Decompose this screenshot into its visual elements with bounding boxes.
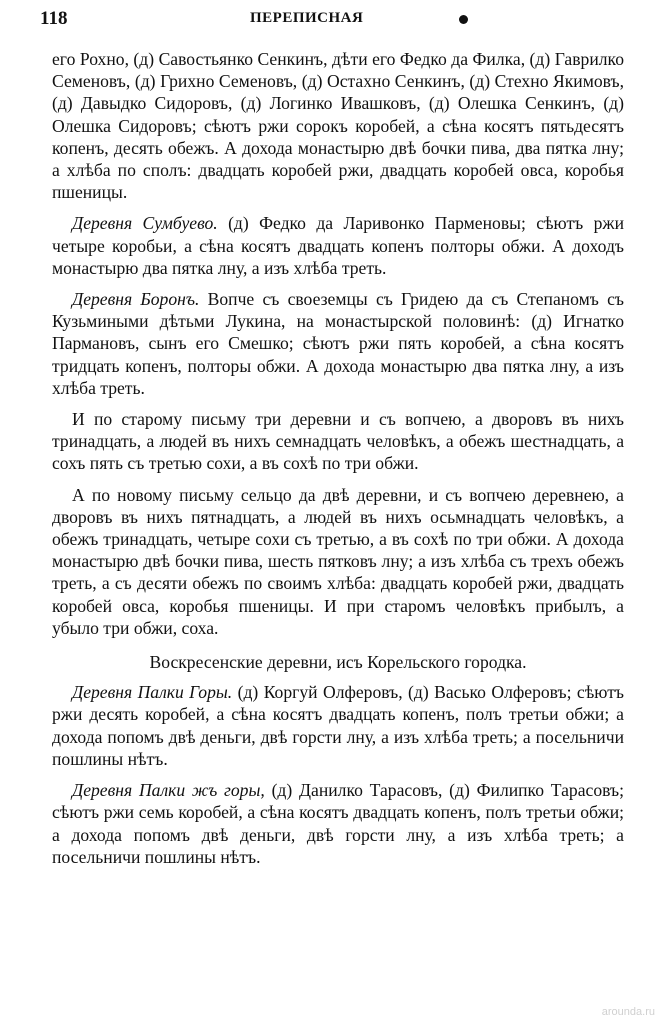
watermark: arounda.ru <box>601 1006 655 1018</box>
paragraph-text: И по старому письму три деревни и съ вопчею, а дворовъ въ нихъ тринадцать, а людей въ нихъ семнадцать человѣкъ, а обежъ шестнадцать, а сохъ пять съ третью сохи, а въ сохѣ по три обжи. <box>52 409 624 474</box>
paragraph-title: Деревня Сумбуево. <box>72 213 218 234</box>
paragraph-text: (д) Данилко Тарасовъ, (д) Филипко Тарасовъ; сѣютъ ржи семь коробей, а сѣна косятъ двадцать копенъ, полъ третьи обжи; а дохода попомъ двѣ деньги, двѣ горсти лну, а изъ хлѣба треть; а посельничи пошлины нѣтъ. <box>52 780 624 867</box>
page-header <box>40 8 629 30</box>
paragraph-title: Деревня Боронъ. <box>72 289 200 310</box>
ornament-dot-icon <box>459 15 468 24</box>
page-number: 118 <box>40 8 68 29</box>
paragraph-sumbuevo <box>52 212 624 279</box>
paragraph-title: Деревня Палки жъ горы, <box>72 780 265 801</box>
page-body <box>52 48 624 877</box>
paragraph-title: Деревня Палки Горы. <box>72 682 233 703</box>
paragraph-text: его Рохно, (д) Савостьянко Сенкинъ, дѣти его Федко да Филка, (д) Гаврилко Семеновъ, (д) Грихно Семеновъ, (д) Остахно Сенкинъ, (д) Стехно Якимовъ, (д) Давыдко Сидоровъ, (д) Логинко Ивашковъ, (д) Олешка Сенкинъ, (д) Олешка Сидоровъ; сѣютъ ржи сорокъ коробей, а сѣна косятъ пятьдесятъ копенъ, десять обежъ. А дохода монастырю двѣ бочки пива, два пятка лну; а хлѣба по сполъ: двадцать коробей ржи, двадцать коробей овса, коробья пшеницы. <box>52 49 624 203</box>
paragraph-boron <box>52 288 624 399</box>
paragraph-text: (д) Федко да Ларивонко Парменовы; сѣютъ ржи четыре коробьи, а сѣна косятъ двадцать копенъ полторы обжи. А доходъ монастырю два пятка лну, а изъ хлѣба треть. <box>52 213 624 278</box>
paragraph-text: (д) Коргуй Олферовъ, (д) Васько Олферовъ; сѣютъ ржи десять коробей, а сѣна косятъ двадцать копенъ, полъ третьи обжи; а дохода попомъ двѣ деньги, двѣ горсти лну, а изъ хлѣба треть; а посельничи пошлины нѣтъ. <box>52 682 624 769</box>
paragraph-palki-gory <box>52 681 624 770</box>
section-heading: Воскресенские деревни, исъ Корельского городка. <box>149 652 527 673</box>
paragraph-continuation <box>52 48 624 203</box>
running-title: ПЕРЕПИСНАЯ <box>250 10 364 26</box>
paragraph-new-census <box>52 484 624 639</box>
paragraph-text: А по новому письму сельцо да двѣ деревни, и съ вопчею деревнею, а дворовъ въ нихъ пятнадцать, а людей въ нихъ осьмнадцать человѣкъ, а обежъ тринадцать, четыре сохи съ третью, а въ сохѣ по три обжи. А дохода монастырю двѣ бочки пива, шесть пятковъ лну; а изъ хлѣба съ трехъ обежъ треть, а съ десяти обежъ по своимъ хлѣба: двадцать коробей ржи, двадцать коробей овса, коробья пшеницы. И при старомъ человѣкъ прибылъ, а убыло три обжи, соха. <box>52 484 624 638</box>
paragraph-palki-zh-gory <box>52 779 624 868</box>
paragraph-text: Вопче съ своеземцы съ Гридею да съ Степаномъ съ Кузьмиными дѣтьми Лукина, на монастырской половинѣ: (д) Игнатко Пармановъ, сынъ его Смешко; сѣютъ ржи пять коробей, а сѣна косятъ тридцать копенъ, полторы обжи. А дохода монастырю два пятка лну, а изъ хлѣба треть. <box>52 289 625 398</box>
paragraph-old-census <box>52 408 624 475</box>
